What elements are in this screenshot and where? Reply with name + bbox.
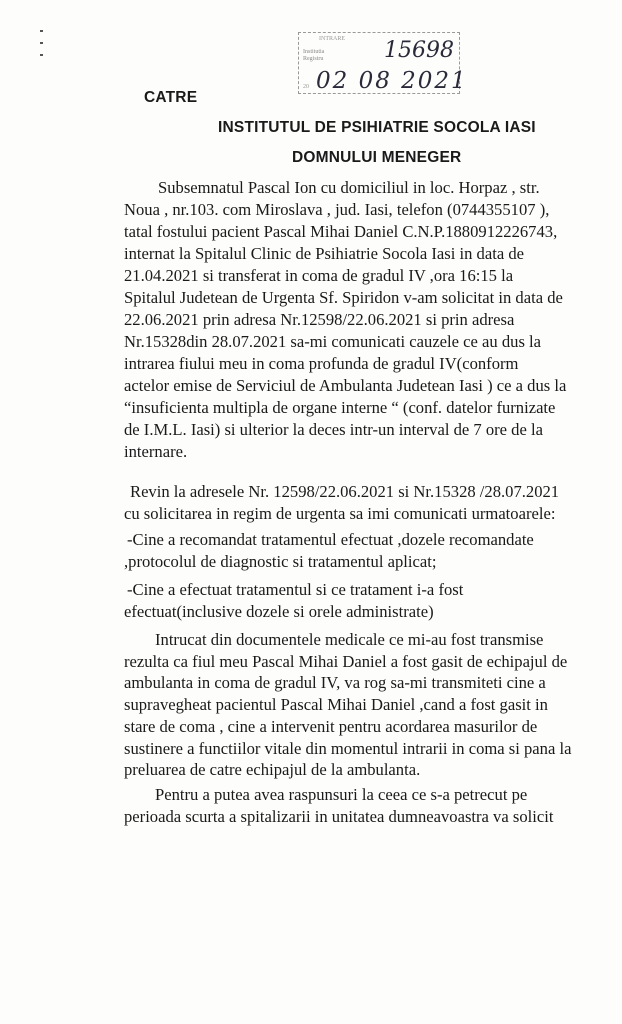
p1-line: intrarea fiului meu in coma profunda de gradul IV(conform xyxy=(124,354,519,373)
p3-line: stare de coma , cine a intervenit pentru acordarea masurilor de xyxy=(124,716,538,736)
bullet2-line: efectuat(inclusive dozele si orele administrate) xyxy=(124,602,434,621)
p1-line: 21.04.2021 si transferat in coma de gradul IV ,ora 16:15 la xyxy=(124,266,514,285)
p3-line: sustinere a functiilor vitale din momentul intrarii in coma si pana la xyxy=(124,738,572,758)
heading-addressee: DOMNULUI MENEGER xyxy=(292,149,462,166)
bullet1-line: -Cine a recomandat tratamentul efectuat ,dozele recomandate xyxy=(127,530,534,549)
p3-line: supravegheat pacientul Pascal Mihai Daniel ,cand a fost gasit in xyxy=(124,695,548,715)
p1-line: Nr.15328din 28.07.2021 sa-mi comunicati cauzele ce au dus la xyxy=(124,332,542,351)
stamp-label-bottom: 20 xyxy=(303,84,309,90)
bullet1-line: ,protocolul de diagnostic si tratamentul aplicat; xyxy=(124,552,437,571)
p4-line: Pentru a putea avea raspunsuri la ceea ce s-a petrecut pe xyxy=(155,785,528,804)
p3-line: preluarea de catre echipajul de la ambulanta. xyxy=(124,760,421,780)
p1-line: tatal fostului pacient Pascal Mihai Daniel C.N.P.1880912226743, xyxy=(124,222,558,241)
p1-line: de I.M.L. Iasi) si ulterior la deces intr-un interval de 7 ore de la xyxy=(124,420,543,439)
p2-line: Revin la adresele Nr. 12598/22.06.2021 si Nr.15328 /28.07.2021 xyxy=(130,482,560,501)
p1-line: actelor emise de Serviciul de Ambulanta Judetean Iasi ) ce a dus la xyxy=(124,376,567,395)
heading-to: CATRE xyxy=(144,89,198,106)
scan-marks xyxy=(40,30,44,70)
p3-line: rezulta ca fiul meu Pascal Mihai Daniel a fost gasit de echipajul de xyxy=(124,651,568,671)
p1-line: “insuficienta multipla de organe interne “ (conf. datelor furnizate xyxy=(124,398,556,417)
p3-line: Intrucat din documentele medicale ce mi-au fost transmise xyxy=(155,630,544,649)
bullet2-line: -Cine a efectuat tratamentul si ce tratament i-a fost xyxy=(127,580,464,599)
heading-institution: INSTITUTUL DE PSIHIATRIE SOCOLA IASI xyxy=(218,119,536,136)
p4-line: perioada scurta a spitalizarii in unitatea dumneavoastra va solicit xyxy=(124,807,554,826)
p1-line: internare. xyxy=(124,442,188,461)
p1-line: Noua , nr.103. com Miroslava , jud. Iasi, telefon (0744355107 ), xyxy=(124,200,550,219)
p2-line: cu solicitarea in regim de urgenta sa imi comunicati urmatoarele: xyxy=(124,504,556,523)
stamp-date: 02 08 2021 xyxy=(316,68,468,94)
stamp-number: 15698 xyxy=(384,38,454,63)
p1-line: internat la Spitalul Clinic de Psihiatrie Socola Iasi in data de xyxy=(124,244,525,263)
p1-line: 22.06.2021 prin adresa Nr.12598/22.06.2021 si prin adresa xyxy=(124,310,515,329)
p1-line: Subsemnatul Pascal Ion cu domiciliul in loc. Horpaz , str. xyxy=(158,178,540,197)
p1-line: Spitalul Judetean de Urgenta Sf. Spiridon v-am solicitat in data de xyxy=(124,288,563,307)
p3-line: ambulanta in coma de gradul IV, va rog sa-mi transmiteti cine a xyxy=(124,673,546,693)
stamp-label-left: Institutia Registru xyxy=(303,49,325,62)
stamp-label-top: INTRARE xyxy=(319,36,345,42)
